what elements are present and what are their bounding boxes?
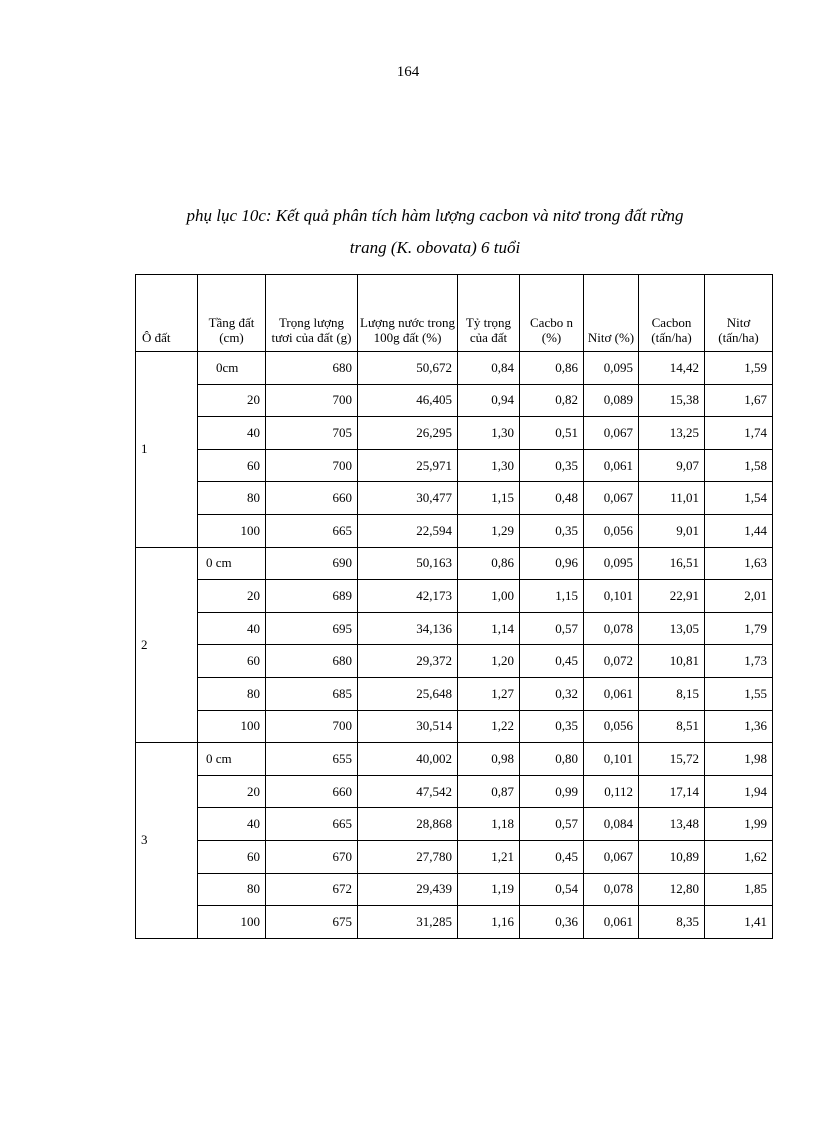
value-cell: 22,594 — [358, 514, 458, 547]
value-cell: 0,061 — [584, 906, 639, 939]
value-cell: 0,112 — [584, 775, 639, 808]
value-cell: 8,51 — [639, 710, 705, 743]
value-cell: 0,35 — [520, 710, 584, 743]
value-cell: 11,01 — [639, 482, 705, 515]
value-cell: 15,38 — [639, 384, 705, 417]
caption-line-1: phụ lục 10c: Kết quả phân tích hàm lượng cacbon và nitơ trong đất rừng — [186, 206, 684, 225]
value-cell: 1,15 — [458, 482, 520, 515]
table-row — [136, 384, 773, 417]
table-row — [136, 710, 773, 743]
value-cell: 685 — [266, 677, 358, 710]
header-cell: Ô đất — [136, 275, 198, 352]
value-cell: 0,86 — [520, 352, 584, 385]
value-cell: 1,73 — [705, 645, 773, 678]
value-cell: 0,87 — [458, 775, 520, 808]
value-cell: 0,45 — [520, 645, 584, 678]
table-row — [136, 743, 773, 776]
value-cell: 1,85 — [705, 873, 773, 906]
value-cell: 0,57 — [520, 808, 584, 841]
layer-cell: 80 — [198, 482, 266, 515]
value-cell: 1,63 — [705, 547, 773, 580]
value-cell: 50,163 — [358, 547, 458, 580]
layer-cell: 100 — [198, 710, 266, 743]
layer-cell: 100 — [198, 906, 266, 939]
value-cell: 15,72 — [639, 743, 705, 776]
value-cell: 0,80 — [520, 743, 584, 776]
value-cell: 30,514 — [358, 710, 458, 743]
value-cell: 0,067 — [584, 482, 639, 515]
plot-cell: 3 — [136, 743, 198, 939]
table-row — [136, 352, 773, 385]
layer-cell: 80 — [198, 677, 266, 710]
value-cell: 47,542 — [358, 775, 458, 808]
value-cell: 9,07 — [639, 449, 705, 482]
table-header-row — [136, 275, 773, 352]
value-cell: 8,35 — [639, 906, 705, 939]
value-cell: 1,99 — [705, 808, 773, 841]
value-cell: 660 — [266, 482, 358, 515]
value-cell: 2,01 — [705, 580, 773, 613]
table-row — [136, 482, 773, 515]
value-cell: 0,96 — [520, 547, 584, 580]
value-cell: 1,14 — [458, 612, 520, 645]
value-cell: 665 — [266, 808, 358, 841]
value-cell: 0,94 — [458, 384, 520, 417]
value-cell: 1,94 — [705, 775, 773, 808]
value-cell: 25,648 — [358, 677, 458, 710]
value-cell: 670 — [266, 840, 358, 873]
value-cell: 1,30 — [458, 417, 520, 450]
value-cell: 0,067 — [584, 417, 639, 450]
layer-cell: 60 — [198, 645, 266, 678]
value-cell: 1,30 — [458, 449, 520, 482]
value-cell: 27,780 — [358, 840, 458, 873]
value-cell: 13,05 — [639, 612, 705, 645]
value-cell: 31,285 — [358, 906, 458, 939]
table-caption — [110, 200, 760, 264]
value-cell: 675 — [266, 906, 358, 939]
value-cell: 0,35 — [520, 449, 584, 482]
value-cell: 13,48 — [639, 808, 705, 841]
value-cell: 689 — [266, 580, 358, 613]
value-cell: 0,99 — [520, 775, 584, 808]
value-cell: 1,21 — [458, 840, 520, 873]
plot-cell: 1 — [136, 352, 198, 548]
layer-cell: 100 — [198, 514, 266, 547]
value-cell: 0,54 — [520, 873, 584, 906]
value-cell: 0,35 — [520, 514, 584, 547]
header-cell: Cacbon (tấn/ha) — [639, 275, 705, 352]
value-cell: 8,15 — [639, 677, 705, 710]
value-cell: 1,79 — [705, 612, 773, 645]
layer-cell: 40 — [198, 808, 266, 841]
plot-cell: 2 — [136, 547, 198, 743]
value-cell: 0,101 — [584, 743, 639, 776]
value-cell: 14,42 — [639, 352, 705, 385]
layer-cell: 0 cm — [198, 547, 266, 580]
value-cell: 700 — [266, 710, 358, 743]
value-cell: 0,056 — [584, 514, 639, 547]
table-row — [136, 514, 773, 547]
value-cell: 0,98 — [458, 743, 520, 776]
value-cell: 1,62 — [705, 840, 773, 873]
layer-cell: 20 — [198, 775, 266, 808]
value-cell: 1,29 — [458, 514, 520, 547]
value-cell: 0,056 — [584, 710, 639, 743]
value-cell: 13,25 — [639, 417, 705, 450]
value-cell: 690 — [266, 547, 358, 580]
table-row — [136, 873, 773, 906]
value-cell: 660 — [266, 775, 358, 808]
value-cell: 1,22 — [458, 710, 520, 743]
value-cell: 1,54 — [705, 482, 773, 515]
table-row — [136, 808, 773, 841]
value-cell: 0,078 — [584, 873, 639, 906]
value-cell: 0,84 — [458, 352, 520, 385]
value-cell: 1,27 — [458, 677, 520, 710]
table-row — [136, 580, 773, 613]
table-row — [136, 547, 773, 580]
layer-cell: 20 — [198, 580, 266, 613]
value-cell: 42,173 — [358, 580, 458, 613]
value-cell: 0,82 — [520, 384, 584, 417]
value-cell: 0,067 — [584, 840, 639, 873]
value-cell: 0,095 — [584, 547, 639, 580]
value-cell: 30,477 — [358, 482, 458, 515]
layer-cell: 60 — [198, 840, 266, 873]
header-cell: Nitơ (tấn/ha) — [705, 275, 773, 352]
header-cell: Lượng nước trong 100g đất (%) — [358, 275, 458, 352]
value-cell: 0,48 — [520, 482, 584, 515]
value-cell: 1,16 — [458, 906, 520, 939]
layer-cell: 0 cm — [198, 743, 266, 776]
value-cell: 16,51 — [639, 547, 705, 580]
value-cell: 0,57 — [520, 612, 584, 645]
value-cell: 680 — [266, 352, 358, 385]
value-cell: 1,15 — [520, 580, 584, 613]
value-cell: 1,59 — [705, 352, 773, 385]
value-cell: 34,136 — [358, 612, 458, 645]
table-row — [136, 906, 773, 939]
layer-cell: 80 — [198, 873, 266, 906]
value-cell: 9,01 — [639, 514, 705, 547]
value-cell: 50,672 — [358, 352, 458, 385]
value-cell: 1,41 — [705, 906, 773, 939]
table-row — [136, 677, 773, 710]
value-cell: 0,101 — [584, 580, 639, 613]
value-cell: 655 — [266, 743, 358, 776]
header-cell: Tầng đất (cm) — [198, 275, 266, 352]
caption-line-2: trang (K. obovata) 6 tuổi — [349, 238, 521, 257]
value-cell: 695 — [266, 612, 358, 645]
value-cell: 672 — [266, 873, 358, 906]
value-cell: 1,19 — [458, 873, 520, 906]
value-cell: 1,98 — [705, 743, 773, 776]
table-row — [136, 645, 773, 678]
value-cell: 29,372 — [358, 645, 458, 678]
value-cell: 26,295 — [358, 417, 458, 450]
value-cell: 40,002 — [358, 743, 458, 776]
value-cell: 28,868 — [358, 808, 458, 841]
value-cell: 0,089 — [584, 384, 639, 417]
table-row — [136, 840, 773, 873]
value-cell: 10,89 — [639, 840, 705, 873]
value-cell: 1,00 — [458, 580, 520, 613]
value-cell: 22,91 — [639, 580, 705, 613]
value-cell: 0,45 — [520, 840, 584, 873]
layer-cell: 60 — [198, 449, 266, 482]
table-row — [136, 417, 773, 450]
value-cell: 680 — [266, 645, 358, 678]
value-cell: 1,18 — [458, 808, 520, 841]
value-cell: 1,74 — [705, 417, 773, 450]
value-cell: 46,405 — [358, 384, 458, 417]
table-row — [136, 449, 773, 482]
page-number: 164 — [396, 64, 420, 80]
value-cell: 1,44 — [705, 514, 773, 547]
value-cell: 17,14 — [639, 775, 705, 808]
value-cell: 0,36 — [520, 906, 584, 939]
value-cell: 1,67 — [705, 384, 773, 417]
layer-cell: 40 — [198, 417, 266, 450]
value-cell: 705 — [266, 417, 358, 450]
layer-cell: 0cm — [198, 352, 266, 385]
value-cell: 0,095 — [584, 352, 639, 385]
value-cell: 0,86 — [458, 547, 520, 580]
value-cell: 1,55 — [705, 677, 773, 710]
value-cell: 0,51 — [520, 417, 584, 450]
value-cell: 700 — [266, 449, 358, 482]
value-cell: 10,81 — [639, 645, 705, 678]
value-cell: 700 — [266, 384, 358, 417]
value-cell: 29,439 — [358, 873, 458, 906]
layer-cell: 20 — [198, 384, 266, 417]
value-cell: 0,061 — [584, 449, 639, 482]
layer-cell: 40 — [198, 612, 266, 645]
header-cell: Tỷ trọng của đất — [458, 275, 520, 352]
value-cell: 0,078 — [584, 612, 639, 645]
header-cell: Nitơ (%) — [584, 275, 639, 352]
value-cell: 1,58 — [705, 449, 773, 482]
table-row — [136, 775, 773, 808]
value-cell: 12,80 — [639, 873, 705, 906]
header-cell: Trọng lượng tươi của đất (g) — [266, 275, 358, 352]
value-cell: 1,36 — [705, 710, 773, 743]
results-table — [135, 274, 773, 939]
value-cell: 1,20 — [458, 645, 520, 678]
value-cell: 0,072 — [584, 645, 639, 678]
table-row — [136, 612, 773, 645]
table-body — [136, 352, 773, 939]
value-cell: 0,084 — [584, 808, 639, 841]
header-cell: Cacbo n (%) — [520, 275, 584, 352]
value-cell: 665 — [266, 514, 358, 547]
value-cell: 0,061 — [584, 677, 639, 710]
value-cell: 25,971 — [358, 449, 458, 482]
value-cell: 0,32 — [520, 677, 584, 710]
